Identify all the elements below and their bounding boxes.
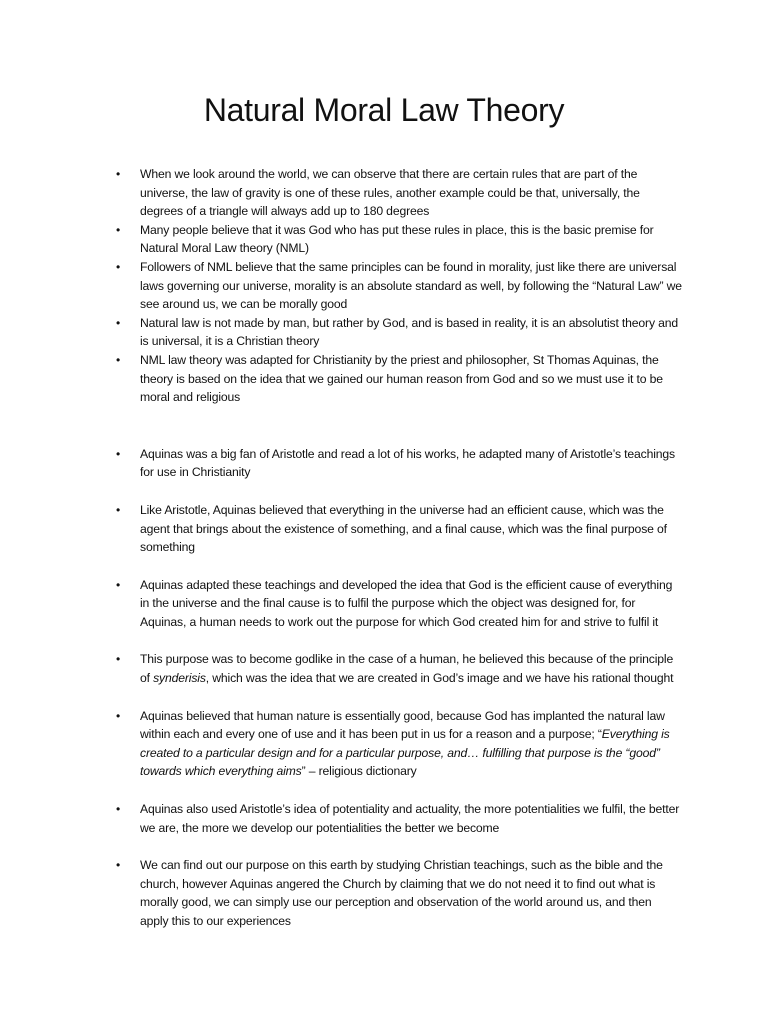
bullet-text: NML law theory was adapted for Christianity by the priest and philosopher, St Thomas Aquinas, the theory is based on the idea that we gained our human reason from God and so we must use it to be moral and religious <box>140 352 663 405</box>
list-item <box>116 650 682 687</box>
list-item <box>116 501 682 557</box>
bullet-text: Many people believe that it was God who has put these rules in place, this is the basic premise for Natural Moral Law theory (NML) <box>140 222 654 256</box>
bullet-text: Aquinas also used Aristotle’s idea of potentiality and actuality, the more potentialities we fulfil, the better we are, the more we develop our potentialities the better we become <box>140 802 680 835</box>
list-item <box>116 800 682 837</box>
bullet-text: Aquinas adapted these teachings and developed the idea that God is the efficient cause of everything in the universe and the final cause is to fulfil the purpose which the object was designed for, for Aquinas, a human needs to work out the purpose for which God created him for and strive to fulfil it <box>140 577 673 629</box>
bullet-list <box>116 165 682 931</box>
list-item <box>116 165 682 221</box>
bullet-text: Aquinas believed that human nature is essentially good, because God has implanted the natural law within each and every one of use and it has been put in us for a reason and a purpose; “ <box>140 708 665 742</box>
bullet-icon: • <box>116 708 121 723</box>
bullet-text: Natural law is not made by man, but rather by God, and is based in reality, it is an absolutist theory and is universal, it is a Christian theory <box>140 315 679 349</box>
list-item <box>116 258 682 314</box>
bullet-icon: • <box>116 446 121 461</box>
bullet-icon: • <box>116 577 121 592</box>
bullet-icon: • <box>116 652 121 667</box>
bullet-icon: • <box>116 502 121 517</box>
quotation: Everything is created to a particular design and for a particular purpose, and… fulfilling that purpose is the “good” towards which everything aims <box>140 727 670 779</box>
emphasis-term: synderisis <box>153 671 206 686</box>
bullet-icon: • <box>116 858 121 873</box>
list-item <box>116 221 682 258</box>
bullet-text: ” – religious dictionary <box>301 764 417 779</box>
bullet-icon: • <box>116 802 121 817</box>
bullet-text: When we look around the world, we can observe that there are certain rules that are part of the universe, the law of gravity is one of these rules, another example could be that, universally, the degrees of a triangle will always add up to 180 degrees <box>140 167 640 219</box>
list-item <box>116 707 682 781</box>
bullet-icon: • <box>116 222 121 237</box>
bullet-text: Like Aristotle, Aquinas believed that everything in the universe had an efficient cause, which was the agent that brings about the existence of something, and a final cause, which was the final purpose of something <box>140 502 667 555</box>
list-item <box>116 314 682 351</box>
bullet-icon: • <box>116 167 121 181</box>
bullet-text: , which was the idea that we are created in God’s image and we have his rational thought <box>205 671 674 686</box>
list-item <box>116 445 682 482</box>
list-item <box>116 576 682 632</box>
bullet-icon: • <box>116 315 121 330</box>
page-title: Natural Moral Law Theory <box>203 92 565 128</box>
bullet-icon: • <box>116 259 121 274</box>
list-item <box>116 351 682 407</box>
list-item <box>116 856 682 930</box>
bullet-text: This purpose was to become godlike in the case of a human, he believed this because of the principle of <box>140 652 674 686</box>
bullet-text: We can find out our purpose on this earth by studying Christian teachings, such as the bible and the church, however Aquinas angered the Church by claiming that we do not need it to find out what is morally good, we can simply use our perception and observation of the world around us, and then apply this to our experiences <box>140 858 663 928</box>
bullet-icon: • <box>116 352 121 367</box>
bullet-text: Aquinas was a big fan of Aristotle and read a lot of his works, he adapted many of Aristotle’s teachings for use in Christianity <box>140 446 675 480</box>
bullet-text: Followers of NML believe that the same principles can be found in morality, just like there are universal laws governing our universe, morality is an absolute standard as well, by following the “Natural Law” we see around us, we can be morally good <box>140 259 682 312</box>
